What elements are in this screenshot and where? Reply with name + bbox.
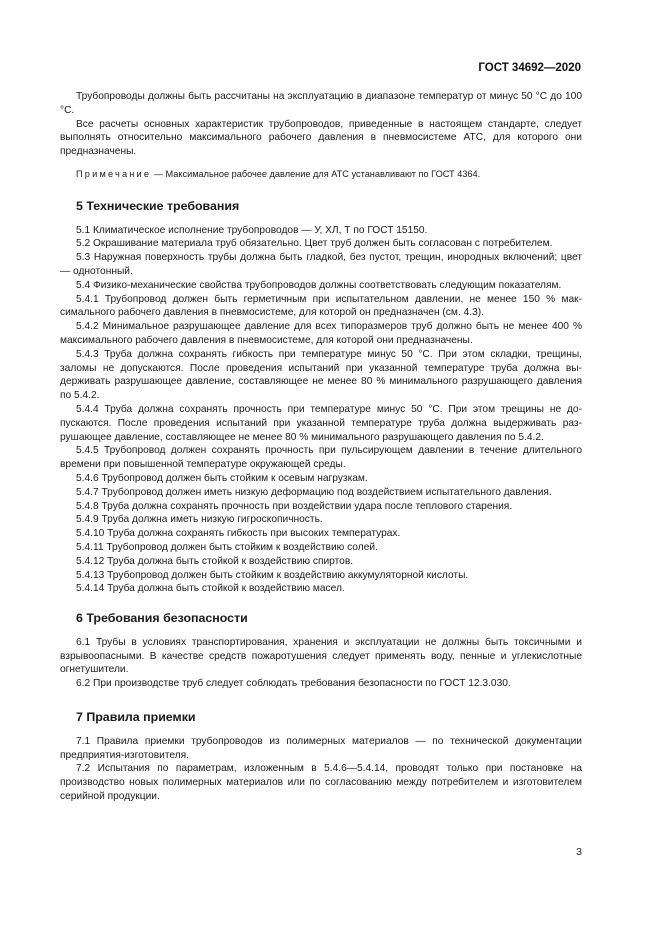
- paragraph-temperature-range: Трубопроводы должны быть рассчитаны на эксплуатацию в диапазоне температур от минус 50 °С до 100 °С.: [60, 91, 582, 116]
- para-5-4-8: 5.4.8 Труба должна сохранять прочность при воздействии удара после теплового старения.: [76, 500, 513, 512]
- para-5-4-6: 5.4.6 Трубопровод должен быть стойким к осевым нагрузкам.: [76, 472, 368, 484]
- note-text: — Максимальное рабочее давление для АТС устанавливают по ГОСТ 4364.: [151, 168, 481, 179]
- page-content: [60, 90, 582, 804]
- para-5-1: 5.1 Климатическое исполнение трубопроводов — У, ХЛ, Т по ГОСТ 15150.: [76, 224, 428, 236]
- para-6-2: 6.2 При производстве труб следует соблюдать требования безопасности по ГОСТ 12.3.030.: [76, 678, 511, 690]
- note: [60, 168, 582, 182]
- para-5-4-5: 5.4.5 Трубопровод должен сохранять прочность при пульсирующем давлении в течение длительного времени при повышенной температуре окружающей среды.: [60, 445, 582, 471]
- para-5-4-1: 5.4.1 Трубопровод должен быть герметичным при испытательном давлении, не менее 150 % максимального рабочего давления в пневмосистеме, для которой он предназначен (см. 4.3).: [60, 293, 582, 319]
- para-5-4-9: 5.4.9 Труба должна иметь низкую гигроскопичность.: [76, 514, 323, 526]
- section-7-title: 7 Правила приемки: [76, 710, 196, 725]
- standard-code-header: ГОСТ 34692—2020: [478, 62, 581, 74]
- para-5-4-2: 5.4.2 Минимальное разрушающее давление для всех типоразмеров труб должно быть не менее 400 % максимального рабочего давления в пневмосистеме, для которой они предназначены.: [60, 321, 582, 346]
- para-7-2: 7.2 Испытания по параметрам, изложенным в 5.4.6—5.4.14, проводят только при постановке на производство новых полимерных материалов или по согласованию между потребителем и изготовителем серийной продукции.: [60, 763, 582, 803]
- para-5-4-3: 5.4.3 Труба должна сохранять гибкость при температуре минус 50 °С. При этом складки, трещины, заломы не допускаются. После проведения испытаний при указанной температуре труба должна выдерживать разрушающее давление, составляющее не менее 80 % минимального разрушающего давления по 5.4.2.: [60, 348, 582, 402]
- paragraph-calculations: Все расчеты основных характеристик трубопроводов, приведенные в настоящем стандарте, следует выполнять относительно максимального рабочего давления в пневмосистеме АТС, для которого они предназначены.: [60, 118, 582, 158]
- para-5-4-7: 5.4.7 Трубопровод должен иметь низкую деформацию под воздействием испытательного давления.: [76, 486, 552, 498]
- section-5-title: 5 Технические требования: [76, 198, 240, 213]
- para-5-4-14: 5.4.14 Труба должна быть стойкой к воздействию масел.: [76, 583, 345, 595]
- para-5-2: 5.2 Окрашивание материала труб обязательно. Цвет труб должен быть согласован с потребителем.: [76, 238, 553, 250]
- para-5-4-11: 5.4.11 Трубопровод должен быть стойким к воздействию солей.: [76, 541, 378, 553]
- para-6-1: 6.1 Трубы в условиях транспортирования, хранения и эксплуатации не должны быть токсичными и взрывоопасными. В качестве средств пожаротушения следует применять воду, пенные и углекислотные огнетушители.: [60, 636, 582, 676]
- para-5-4: 5.4 Физико-механические свойства трубопроводов должны соответствовать следующим показателям.: [76, 279, 562, 291]
- para-5-4-10: 5.4.10 Труба должна сохранять гибкость при высоких температурах.: [76, 528, 401, 540]
- page-number: 3: [576, 846, 582, 858]
- para-5-4-12: 5.4.12 Труба должна быть стойкой к воздействию спиртов.: [76, 555, 354, 567]
- section-6-title: 6 Требования безопасности: [76, 611, 248, 626]
- para-5-4-13: 5.4.13 Трубопровод должен быть стойким к воздействию аккумуляторной кислоты.: [76, 569, 469, 581]
- para-5-3: 5.3 Наружная поверхность трубы должна быть гладкой, без пустот, трещин, инородных включений; цвет — однотонный.: [60, 252, 582, 277]
- para-5-4-4: 5.4.4 Труба должна сохранять прочность при температуре минус 50 °С. При этом трещины не допускаются. После проведения испытаний при указанной температуре труба должна выдерживать разрушающее давление, составляющее не менее 80 % минимального разрушающего давления по 5.4.2.: [60, 403, 582, 443]
- para-7-1: 7.1 Правила приемки трубопроводов из полимерных материалов — по технической документации предприятия-изготовителя.: [60, 735, 582, 761]
- note-label: Примечание: [76, 168, 152, 179]
